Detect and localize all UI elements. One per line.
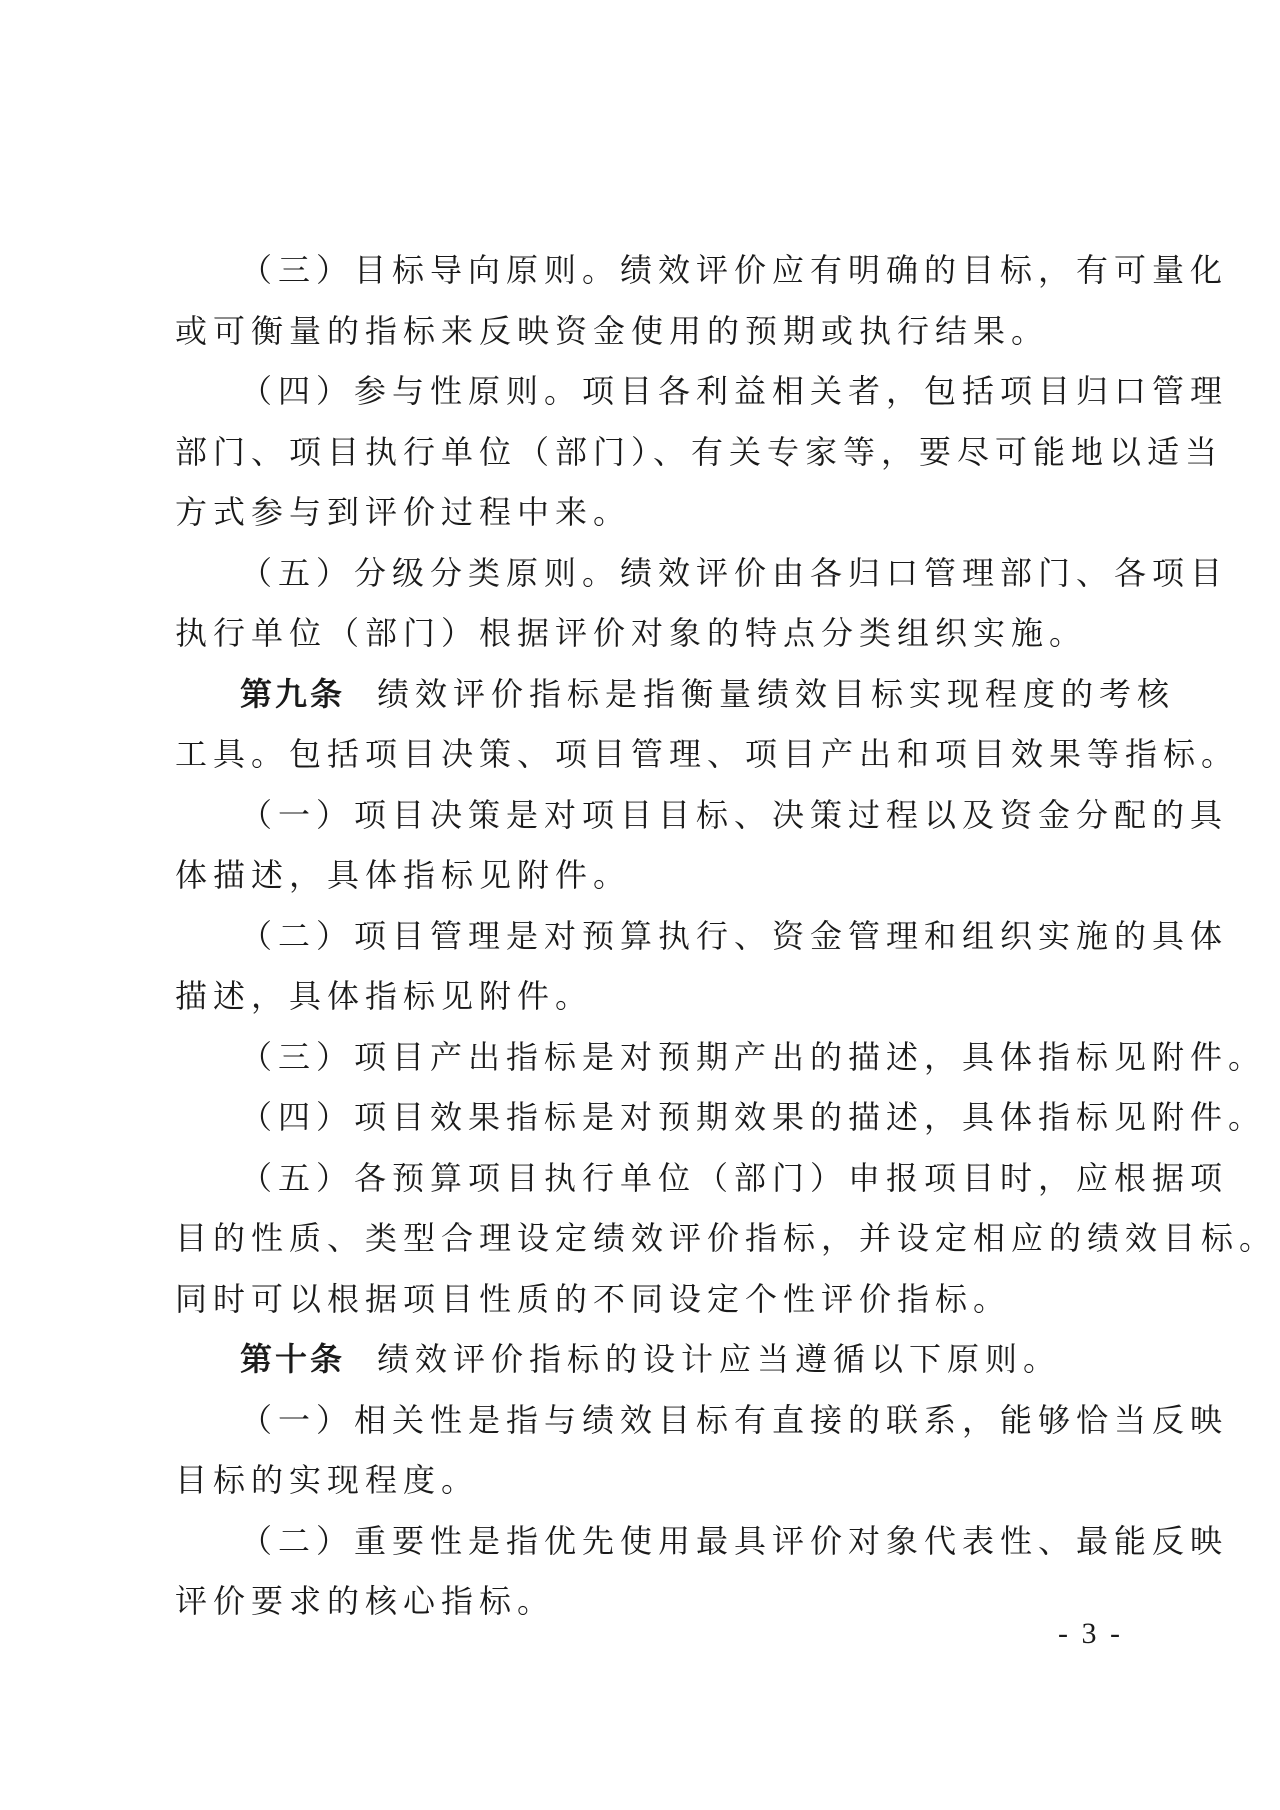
line-text: 方式参与到评价过程中来。 — [175, 493, 632, 531]
line-text: 绩效评价指标是指衡量绩效目标实现程度的考核 — [377, 674, 1176, 713]
line-text: （三）目标导向原则。绩效评价应有明确的目标，有可量化 — [240, 251, 1229, 289]
line-text: 体描述，具体指标见附件。 — [175, 856, 632, 894]
text-line — [175, 1269, 1120, 1330]
text-line — [175, 543, 1229, 604]
line-text: 绩效评价指标的设计应当遵循以下原则。 — [377, 1340, 1062, 1378]
page-number: - 3 - — [1058, 1617, 1123, 1650]
text-line — [175, 603, 1120, 664]
article-label: 第九条 — [240, 674, 346, 713]
text-line — [175, 1511, 1229, 1572]
line-text: （四）项目效果指标是对预期效果的描述，具体指标见附件。 — [240, 1098, 1267, 1136]
text-line — [175, 361, 1229, 422]
line-text: 部门、项目执行单位（部门）、有关专家等，要尽可能地以适当 — [175, 432, 1224, 471]
text-line — [175, 966, 1120, 1027]
text-line — [175, 1450, 1120, 1511]
text-line — [175, 1148, 1229, 1209]
line-text: 执行单位（部门）根据评价对象的特点分类组织实施。 — [175, 614, 1088, 652]
text-line — [175, 301, 1120, 362]
text-line — [175, 1571, 1120, 1632]
text-line — [175, 482, 1120, 543]
line-text: 目的性质、类型合理设定绩效评价指标，并设定相应的绩效目标。 — [175, 1219, 1278, 1257]
text-line — [175, 1087, 1267, 1148]
line-text: （一）相关性是指与绩效目标有直接的联系，能够恰当反映 — [240, 1400, 1229, 1439]
text-line — [175, 845, 1120, 906]
text-line — [175, 1208, 1278, 1269]
line-text: （三）项目产出指标是对预期产出的描述，具体指标见附件。 — [240, 1037, 1267, 1076]
text-line — [175, 664, 1176, 725]
line-text: （五）分级分类原则。绩效评价由各归口管理部门、各项目 — [240, 553, 1229, 592]
line-text: （四）参与性原则。项目各利益相关者，包括项目归口管理 — [240, 372, 1229, 410]
line-text: （二）重要性是指优先使用最具评价对象代表性、最能反映 — [240, 1521, 1229, 1560]
text-line — [175, 906, 1229, 967]
line-text: 同时可以根据项目性质的不同设定个性评价指标。 — [175, 1279, 1012, 1318]
text-line — [175, 785, 1229, 846]
line-text: 目标的实现程度。 — [175, 1461, 480, 1499]
line-text: 工具。包括项目决策、项目管理、项目产出和项目效果等指标。 — [175, 735, 1240, 773]
line-text: 或可衡量的指标来反映资金使用的预期或执行结果。 — [175, 311, 1050, 350]
line-text: （二）项目管理是对预算执行、资金管理和组织实施的具体 — [240, 916, 1229, 955]
article-label: 第十条 — [240, 1340, 346, 1378]
text-line — [175, 1027, 1267, 1088]
text-line — [175, 1329, 1120, 1390]
line-text: （一）项目决策是对项目目标、决策过程以及资金分配的具 — [240, 795, 1229, 834]
document-body — [175, 240, 1278, 1632]
line-text: 描述，具体指标见附件。 — [175, 977, 594, 1015]
text-line — [175, 240, 1229, 301]
text-line — [175, 1390, 1229, 1451]
text-line — [175, 422, 1224, 483]
text-line — [175, 724, 1240, 785]
line-text: 评价要求的核心指标。 — [175, 1582, 556, 1620]
line-text: （五）各预算项目执行单位（部门）申报项目时，应根据项 — [240, 1158, 1229, 1197]
